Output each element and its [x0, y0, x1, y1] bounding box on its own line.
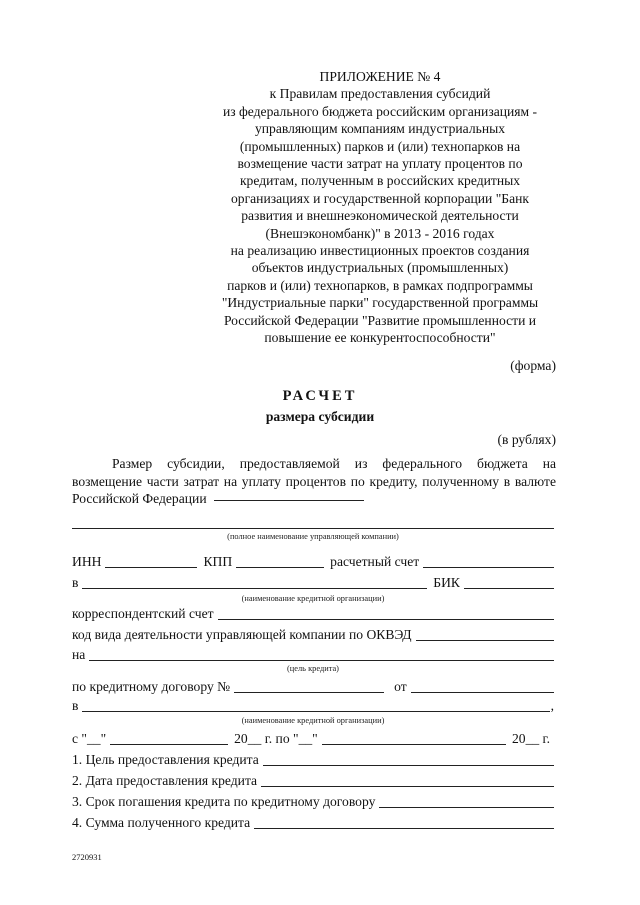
currency-note: (в рублях)	[497, 432, 556, 447]
agreement-number-field[interactable]	[234, 691, 384, 693]
item-row-1	[72, 751, 554, 769]
account-label: расчетный счет	[330, 554, 420, 569]
comma: ,	[550, 698, 554, 713]
document-title: РАСЧЕТ	[282, 388, 358, 404]
appendix-header	[180, 68, 580, 347]
agreement-row	[72, 678, 554, 696]
purpose-row	[72, 646, 554, 664]
bank2-name-field[interactable]	[82, 710, 549, 712]
appendix-line: возмещение части затрат на уплату процентов по	[237, 156, 523, 172]
appendix-line: кредитам, полученным в российских кредитных	[239, 173, 521, 189]
appendix-line: из федерального бюджета российским организациям -	[222, 103, 538, 119]
item-3-label: 3. Срок погашения кредита по кредитному договору	[72, 794, 376, 809]
agreement-label: по кредитному договору №	[72, 679, 231, 694]
bik-field[interactable]	[464, 587, 554, 589]
bank2-row	[72, 697, 554, 715]
kpp-label: КПП	[203, 554, 233, 569]
appendix-line: на реализацию инвестиционных проектов создания	[230, 243, 530, 259]
company-name-caption: (полное наименование управляющей компании)	[227, 532, 399, 541]
year1-label: 20__ г. по "__"	[234, 731, 318, 746]
item-row-4	[72, 814, 554, 832]
bik-label: БИК	[433, 575, 460, 590]
okved-row	[72, 626, 554, 644]
item-row-3	[72, 793, 554, 811]
v2-label: в	[72, 698, 79, 713]
item-3-field[interactable]	[379, 806, 554, 808]
item-1-field[interactable]	[263, 764, 554, 766]
item-4-field[interactable]	[254, 827, 554, 829]
ot-label: от	[394, 679, 407, 694]
item-4-label: 4. Сумма полученного кредита	[72, 815, 251, 830]
okved-label: код вида деятельности управляющей компании по ОКВЭД	[72, 627, 412, 642]
inn-label: ИНН	[72, 554, 102, 569]
kpp-field[interactable]	[236, 566, 324, 568]
appendix-line: к Правилам предоставления субсидий	[269, 86, 491, 102]
appendix-line: объектов индустриальных (промышленных)	[251, 260, 509, 276]
credit-purpose-caption: (цель кредита)	[287, 664, 339, 673]
period-to-field[interactable]	[322, 743, 506, 745]
corr-account-row	[72, 605, 554, 623]
intro-paragraph: Размер субсидии, предоставляемой из федерального бюджета на возмещение части затрат на уплату процентов по кредиту, полученному в валюте Российской Федерации	[72, 456, 556, 507]
year2-label: 20__ г.	[511, 731, 550, 746]
credit-org-caption-2: (наименование кредитной организации)	[241, 716, 385, 725]
appendix-line: организациях и государственной корпорации "Банк	[230, 190, 529, 206]
agreement-date-field[interactable]	[411, 691, 554, 693]
appendix-line: управляющим компаниям индустриальных	[254, 121, 506, 137]
period-from-label: с "__"	[72, 731, 107, 746]
document-number: 2720931	[72, 852, 102, 862]
company-name-line[interactable]	[72, 528, 554, 529]
v-label: в	[72, 575, 79, 590]
inn-kpp-row	[72, 553, 554, 571]
purpose-field[interactable]	[89, 659, 554, 661]
appendix-line: (промышленных) парков и (или) технопарков на	[239, 138, 521, 154]
appendix-line: повышение ее конкурентоспособности"	[264, 330, 496, 346]
currency-fill-line[interactable]	[214, 499, 364, 501]
appendix-line: "Индустриальные парки" государственной программы	[221, 295, 539, 311]
credit-org-caption-1: (наименование кредитной организации)	[241, 594, 385, 603]
item-1-label: 1. Цель предоставления кредита	[72, 752, 259, 767]
na-label: на	[72, 647, 86, 662]
inn-field[interactable]	[105, 566, 197, 568]
corr-account-field[interactable]	[218, 618, 554, 620]
okved-field[interactable]	[416, 639, 554, 641]
document-subtitle: размера субсидии	[265, 409, 375, 424]
appendix-line: (Внешэкономбанк)" в 2013 - 2016 годах	[265, 225, 495, 241]
period-from-field[interactable]	[110, 743, 228, 745]
item-row-2	[72, 772, 554, 790]
form-label: (форма)	[510, 358, 556, 373]
bank-bik-row	[72, 574, 554, 592]
appendix-line: парков и (или) технопарков, в рамках подпрограммы	[227, 277, 533, 293]
appendix-line: Российской Федерации "Развитие промышленности и	[223, 312, 537, 328]
item-2-label: 2. Дата предоставления кредита	[72, 773, 258, 788]
account-field[interactable]	[423, 566, 554, 568]
appendix-line: ПРИЛОЖЕНИЕ № 4	[319, 69, 441, 84]
period-row	[72, 730, 554, 748]
corr-account-label: корреспондентский счет	[72, 606, 214, 621]
item-2-field[interactable]	[261, 785, 554, 787]
bank-name-field[interactable]	[82, 587, 427, 589]
appendix-line: развития и внешнеэкономической деятельности	[241, 208, 519, 224]
